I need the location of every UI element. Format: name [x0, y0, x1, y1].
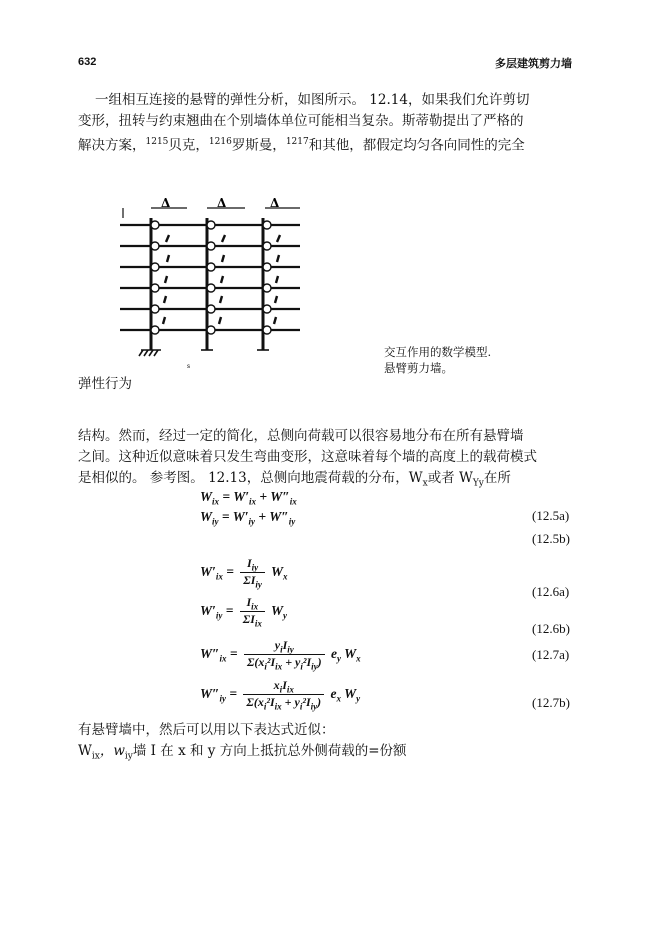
- equation-12-7b: $W''_{iy}$ = $\frac{x_iI_{ix}}{\Sigma(x_i^2I_{ix} + y_i^2I_{iy})}$ $e_x$ $W_y$: [200, 678, 361, 712]
- equation-number-12-5b: (12.5b): [532, 531, 570, 546]
- equation-number-12-5a: (12.5a): [532, 508, 570, 523]
- equation-12-5b: $W_{iy} = W'_{iy} + W''_{iy}$: [200, 509, 296, 527]
- equation-number-12-7b: (12.7b): [532, 695, 570, 710]
- equation-12-6a: $W'_{ix}$ = $\frac{I_{iy}}{\Sigma I_{iy}}$ $W_x$: [200, 556, 288, 590]
- running-title: 多层建筑剪力墙: [495, 58, 572, 70]
- cantilever-walls-figure: [115, 190, 305, 370]
- closing-line-1: 有悬臂墙中，然后可以用以下表达式近似：: [78, 722, 335, 738]
- figure-caption-line-1: 交互作用的数学模型.: [384, 345, 492, 359]
- intro-line-1: 一组相互连接的悬臂的弹性分析，如图所示。 12.14，如果我们允许剪切: [95, 92, 530, 108]
- equation-number-12-6b: (12.6b): [532, 621, 570, 636]
- page-number: 632: [78, 56, 97, 68]
- intro-line-2: 变形，扭转与约束翘曲在个别墙体单位可能相当复杂。斯蒂勒提出了严格的: [78, 113, 524, 129]
- equation-number-12-7a: (12.7a): [532, 647, 570, 662]
- figure-caption-line-2: 悬臂剪力墙。: [384, 361, 453, 375]
- delta-label-3: Δ: [270, 196, 280, 210]
- body-line-1: 结构。然而，经过一定的简化，总侧向荷载可以很容易地分布在所有悬臂墙: [78, 428, 524, 444]
- equation-number-12-6a: (12.6a): [532, 584, 570, 599]
- equation-12-7a: $W''_{ix}$ = $\frac{y_iI_{iy}}{\Sigma(x_i^2I_{ix} + y_i^2I_{iy})}$ $e_y$ $W_x$: [200, 638, 361, 672]
- elastic-behavior-label: 弹性行为: [78, 376, 132, 392]
- intro-line-3: 解决方案，$^{1215}$贝克，$^{1216}$罗斯曼，$^{1217}$和其他，都假定均匀各向同性的完全: [78, 137, 525, 154]
- equation-12-5a: $W_{ix} = W'_{ix} + W''_{ix}$: [200, 489, 297, 507]
- figure-mark: s: [187, 363, 191, 370]
- delta-label-1: Δ: [161, 196, 171, 210]
- closing-line-2: $W_{ix}$，$w_{iy}$墙 I 在 x 和 y 方向上抵抗总外侧荷载的=份额: [78, 743, 407, 762]
- body-line-3: 是相似的。 参考图。 12.13，总侧向地震荷载的分布，$W_x$或者 $W_{Yy}$在所: [78, 470, 511, 489]
- equation-12-6b: $W'_{iy}$ = $\frac{I_{ix}}{\Sigma I_{ix}}$ $W_y$: [200, 595, 288, 629]
- body-line-2: 之间。这种近似意味着只发生弯曲变形，这意味着每个墙的高度上的载荷模式: [78, 449, 537, 465]
- delta-label-2: Δ: [217, 196, 227, 210]
